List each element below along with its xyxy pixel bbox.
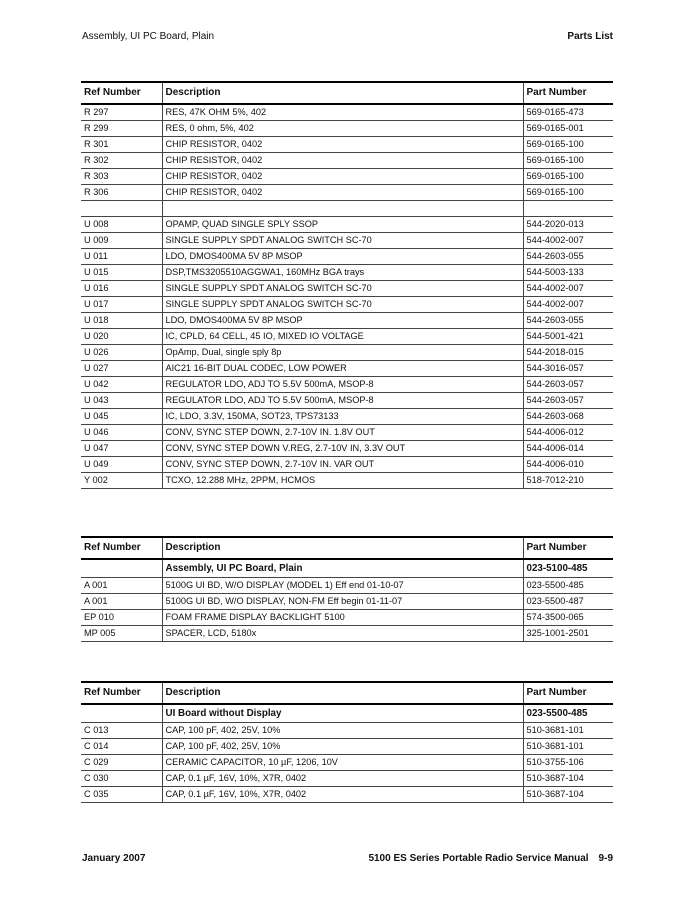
description-header: Description <box>162 82 523 104</box>
description-cell: CHIP RESISTOR, 0402 <box>162 185 523 201</box>
ref-number-cell: Y 002 <box>81 473 162 489</box>
description-cell: CAP, 100 pF, 402, 25V, 10% <box>162 739 523 755</box>
description-cell: 5100G UI BD, W/O DISPLAY, NON-FM Eff begin 01-11-07 <box>162 594 523 610</box>
ref-number-header: Ref Number <box>81 682 162 704</box>
table-header-row <box>81 537 613 559</box>
description-cell: CERAMIC CAPACITOR, 10 µF, 1206, 10V <box>162 755 523 771</box>
part-number-cell: 544-3016-057 <box>523 361 613 377</box>
table-row <box>81 473 613 489</box>
assembly-part-number: 023-5100-485 <box>523 559 613 578</box>
table-row <box>81 217 613 233</box>
ref-number-cell: U 047 <box>81 441 162 457</box>
description-cell: OPAMP, QUAD SINGLE SPLY SSOP <box>162 217 523 233</box>
description-cell: TCXO, 12.288 MHz, 2PPM, HCMOS <box>162 473 523 489</box>
table-row <box>81 169 613 185</box>
table-row <box>81 787 613 803</box>
part-number-cell: 569-0165-100 <box>523 185 613 201</box>
description-cell: CHIP RESISTOR, 0402 <box>162 153 523 169</box>
part-number-cell: 325-1001-2501 <box>523 626 613 642</box>
table-row <box>81 771 613 787</box>
description-header: Description <box>162 682 523 704</box>
ref-number-cell: U 009 <box>81 233 162 249</box>
description-cell: IC, CPLD, 64 CELL, 45 IO, MIXED IO VOLTAGE <box>162 329 523 345</box>
table-row <box>81 441 613 457</box>
part-number-cell <box>523 201 613 217</box>
part-number-cell: 023-5500-487 <box>523 594 613 610</box>
ref-number-cell: U 015 <box>81 265 162 281</box>
part-number-cell: 544-4002-007 <box>523 281 613 297</box>
ref-number-cell <box>81 201 162 217</box>
ref-number-cell: C 030 <box>81 771 162 787</box>
ref-number-cell: R 303 <box>81 169 162 185</box>
description-cell: CONV, SYNC STEP DOWN, 2.7-10V IN. 1.8V OUT <box>162 425 523 441</box>
table-row <box>81 425 613 441</box>
part-number-cell: 569-0165-100 <box>523 169 613 185</box>
page-footer-date: January 2007 <box>82 853 146 864</box>
ref-number-cell: C 013 <box>81 723 162 739</box>
ref-number-cell: MP 005 <box>81 626 162 642</box>
parts-table-3 <box>81 681 613 803</box>
part-number-cell: 518-7012-210 <box>523 473 613 489</box>
table-row <box>81 755 613 771</box>
table-header-row <box>81 82 613 104</box>
ref-number-cell: R 297 <box>81 104 162 121</box>
part-number-cell: 544-2603-057 <box>523 393 613 409</box>
table-row <box>81 626 613 642</box>
part-number-header: Part Number <box>523 537 613 559</box>
description-cell: CAP, 0.1 µF, 16V, 10%, X7R, 0402 <box>162 787 523 803</box>
part-number-cell: 544-4002-007 <box>523 233 613 249</box>
part-number-cell: 510-3755-106 <box>523 755 613 771</box>
description-cell: OpAmp, Dual, single sply 8p <box>162 345 523 361</box>
table-row <box>81 345 613 361</box>
part-number-cell: 544-4006-010 <box>523 457 613 473</box>
table-row <box>81 377 613 393</box>
description-cell: CONV, SYNC STEP DOWN, 2.7-10V IN. VAR OUT <box>162 457 523 473</box>
ref-number-header: Ref Number <box>81 82 162 104</box>
ref-number-cell: U 017 <box>81 297 162 313</box>
part-number-cell: 510-3687-104 <box>523 771 613 787</box>
description-cell: CAP, 0.1 µF, 16V, 10%, X7R, 0402 <box>162 771 523 787</box>
assembly-title-row <box>81 704 613 723</box>
part-number-cell: 510-3687-104 <box>523 787 613 803</box>
description-header: Description <box>162 537 523 559</box>
description-cell: CHIP RESISTOR, 0402 <box>162 137 523 153</box>
description-cell: REGULATOR LDO, ADJ TO 5.5V 500mA, MSOP-8 <box>162 377 523 393</box>
part-number-cell: 569-0165-100 <box>523 153 613 169</box>
table-row <box>81 153 613 169</box>
page-header-title: Assembly, UI PC Board, Plain <box>82 31 215 42</box>
description-cell <box>162 201 523 217</box>
description-cell: LDO, DMOS400MA 5V 8P MSOP <box>162 249 523 265</box>
part-number-cell: 544-4002-007 <box>523 297 613 313</box>
ref-number-cell: U 016 <box>81 281 162 297</box>
description-cell: AIC21 16-BIT DUAL CODEC, LOW POWER <box>162 361 523 377</box>
assembly-part-number: 023-5500-485 <box>523 704 613 723</box>
part-number-cell: 544-2603-055 <box>523 249 613 265</box>
part-number-cell: 574-3500-065 <box>523 610 613 626</box>
ref-number-cell: U 008 <box>81 217 162 233</box>
table-row <box>81 361 613 377</box>
ref-number-cell: R 306 <box>81 185 162 201</box>
table-row <box>81 457 613 473</box>
ref-number-cell: U 020 <box>81 329 162 345</box>
description-cell: FOAM FRAME DISPLAY BACKLIGHT 5100 <box>162 610 523 626</box>
table-row <box>81 329 613 345</box>
ref-number-cell: R 299 <box>81 121 162 137</box>
table-row <box>81 281 613 297</box>
table-row <box>81 249 613 265</box>
description-cell: SINGLE SUPPLY SPDT ANALOG SWITCH SC-70 <box>162 281 523 297</box>
assembly-title: Assembly, UI PC Board, Plain <box>162 559 523 578</box>
table-row <box>81 723 613 739</box>
table-row <box>81 578 613 594</box>
table-row <box>81 265 613 281</box>
description-cell: CAP, 100 pF, 402, 25V, 10% <box>162 723 523 739</box>
part-number-cell: 544-2018-015 <box>523 345 613 361</box>
assembly-ref-cell <box>81 704 162 723</box>
description-cell: CHIP RESISTOR, 0402 <box>162 169 523 185</box>
ref-number-cell: U 011 <box>81 249 162 265</box>
part-number-header: Part Number <box>523 82 613 104</box>
part-number-cell: 544-5003-133 <box>523 265 613 281</box>
table-row <box>81 313 613 329</box>
parts-table-1 <box>81 81 613 489</box>
page-footer-manual <box>368 853 613 864</box>
part-number-cell: 569-0165-100 <box>523 137 613 153</box>
ref-number-cell: U 027 <box>81 361 162 377</box>
table-row <box>81 297 613 313</box>
part-number-cell: 510-3681-101 <box>523 739 613 755</box>
table-header-row <box>81 682 613 704</box>
table-row <box>81 121 613 137</box>
table-row <box>81 610 613 626</box>
description-cell: REGULATOR LDO, ADJ TO 5.5V 500mA, MSOP-8 <box>162 393 523 409</box>
description-cell: SINGLE SUPPLY SPDT ANALOG SWITCH SC-70 <box>162 297 523 313</box>
ref-number-cell: A 001 <box>81 594 162 610</box>
part-number-cell: 023-5500-485 <box>523 578 613 594</box>
ref-number-cell: U 026 <box>81 345 162 361</box>
table-row <box>81 409 613 425</box>
ref-number-cell: C 035 <box>81 787 162 803</box>
ref-number-cell: U 046 <box>81 425 162 441</box>
assembly-ref-cell <box>81 559 162 578</box>
table-row <box>81 137 613 153</box>
assembly-title: UI Board without Display <box>162 704 523 723</box>
page-number: 9-9 <box>598 853 613 864</box>
part-number-cell: 544-2603-057 <box>523 377 613 393</box>
ref-number-cell: R 301 <box>81 137 162 153</box>
table-row <box>81 739 613 755</box>
ref-number-cell: U 018 <box>81 313 162 329</box>
description-cell: CONV, SYNC STEP DOWN V.REG, 2.7-10V IN, 3.3V OUT <box>162 441 523 457</box>
ref-number-cell: EP 010 <box>81 610 162 626</box>
part-number-cell: 569-0165-001 <box>523 121 613 137</box>
description-cell: IC, LDO, 3.3V, 150MA, SOT23, TPS73133 <box>162 409 523 425</box>
part-number-cell: 569-0165-473 <box>523 104 613 121</box>
manual-title: 5100 ES Series Portable Radio Service Manual <box>368 853 589 864</box>
description-cell: RES, 47K OHM 5%, 402 <box>162 104 523 121</box>
part-number-cell: 544-2603-055 <box>523 313 613 329</box>
parts-table-2 <box>81 536 613 642</box>
part-number-cell: 510-3681-101 <box>523 723 613 739</box>
part-number-cell: 544-5001-421 <box>523 329 613 345</box>
ref-number-cell: U 043 <box>81 393 162 409</box>
ref-number-cell: C 029 <box>81 755 162 771</box>
ref-number-cell: U 049 <box>81 457 162 473</box>
table-row <box>81 201 613 217</box>
part-number-cell: 544-2603-068 <box>523 409 613 425</box>
ref-number-cell: C 014 <box>81 739 162 755</box>
ref-number-cell: A 001 <box>81 578 162 594</box>
part-number-cell: 544-4006-014 <box>523 441 613 457</box>
table-row <box>81 104 613 121</box>
ref-number-cell: U 045 <box>81 409 162 425</box>
ref-number-cell: U 042 <box>81 377 162 393</box>
part-number-cell: 544-4006-012 <box>523 425 613 441</box>
assembly-title-row <box>81 559 613 578</box>
description-cell: LDO, DMOS400MA 5V 8P MSOP <box>162 313 523 329</box>
table-row <box>81 594 613 610</box>
table-row <box>81 185 613 201</box>
page-header-section: Parts List <box>567 31 613 42</box>
part-number-cell: 544-2020-013 <box>523 217 613 233</box>
ref-number-cell: R 302 <box>81 153 162 169</box>
description-cell: 5100G UI BD, W/O DISPLAY (MODEL 1) Eff end 01-10-07 <box>162 578 523 594</box>
description-cell: DSP,TMS3205510AGGWA1, 160MHz BGA trays <box>162 265 523 281</box>
description-cell: RES, 0 ohm, 5%, 402 <box>162 121 523 137</box>
part-number-header: Part Number <box>523 682 613 704</box>
description-cell: SINGLE SUPPLY SPDT ANALOG SWITCH SC-70 <box>162 233 523 249</box>
table-row <box>81 233 613 249</box>
ref-number-header: Ref Number <box>81 537 162 559</box>
description-cell: SPACER, LCD, 5180x <box>162 626 523 642</box>
table-row <box>81 393 613 409</box>
